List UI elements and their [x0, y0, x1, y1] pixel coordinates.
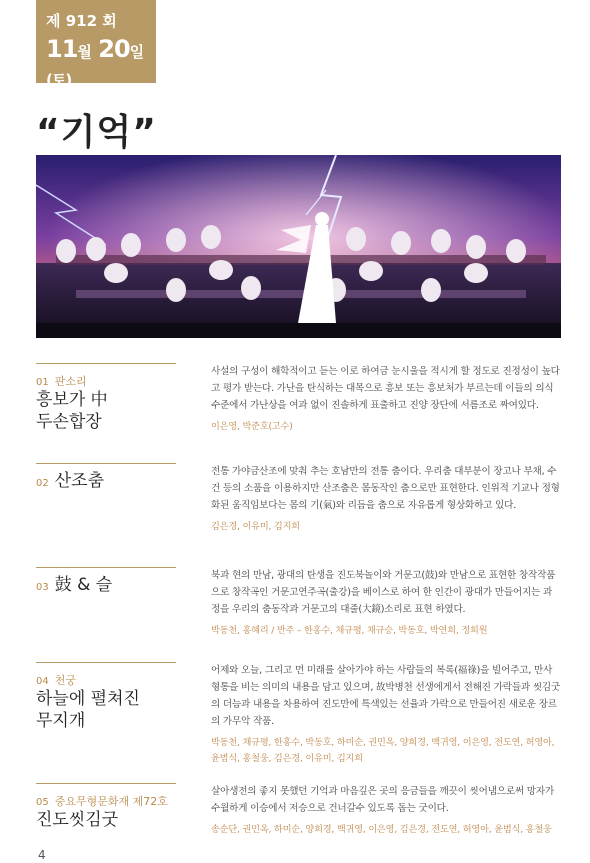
item-number: 04 — [36, 676, 49, 687]
item-credits: 김은경, 이유미, 김지희 — [211, 521, 300, 532]
item-title-line-1: 산조춤 — [54, 471, 105, 491]
item-number: 01 — [36, 377, 49, 388]
item-credits: 이은영, 박준호(고수) — [211, 421, 293, 432]
performance-stage-photo — [36, 155, 561, 338]
item-genre: 판소리 — [54, 375, 87, 388]
program-title: “기억” — [36, 112, 157, 153]
item-divider — [36, 783, 176, 784]
item-number: 02 — [36, 478, 49, 489]
item-divider — [36, 463, 176, 464]
date-weekday: (토) — [46, 71, 72, 89]
date-day: 20 — [98, 35, 130, 63]
item-description: 사설의 구성이 해학적이고 듣는 이로 하여금 눈시울을 적시게 할 정도로 진정성이 높다고 평가 받는다. 가난을 탄식하는 대목으로 흥보 또는 흥보처가 부르는데 이들의 의식 수준에서 가난상을 여과 없이 진솔하게 표출하고 진양 장단에 서름조로 짜여있다. — [211, 366, 560, 411]
item-credits: 송순단, 권민옥, 하미순, 양희경, 백귀영, 이은영, 김은경, 전도연, 허영아, 윤범식, 홍철웅 — [211, 824, 552, 835]
item-divider — [36, 363, 176, 364]
item-description: 살아생전의 좋지 못했던 기억과 마음깊은 곳의 응금들을 깨끗이 씻어냄으로써 망자가 수월하게 이승에서 저승으로 건너갈수 있도록 돕는 굿이다. — [211, 786, 555, 814]
page-mark: 4 — [38, 848, 46, 862]
date-month-unit: 월 — [77, 43, 91, 61]
date-day-unit: 일 — [129, 43, 144, 61]
item-divider — [36, 567, 176, 568]
date-month: 11 — [46, 35, 78, 63]
item-title-line-2: 두손합장 — [36, 412, 102, 432]
performance-date — [46, 35, 156, 91]
date-block — [36, 0, 156, 89]
item-title-line-1: 鼓 & 슬 — [54, 575, 113, 595]
item-title-line-1: 흥보가 中 — [36, 390, 108, 410]
item-title-line-2: 무지개 — [36, 711, 86, 731]
item-divider — [36, 662, 176, 663]
item-number: 03 — [36, 582, 49, 593]
item-title-line-1: 하늘에 펼쳐진 — [36, 689, 140, 709]
item-genre: 중요무형문화재 제72호 — [54, 795, 168, 808]
item-title-line-1: 진도씻김굿 — [36, 810, 119, 830]
item-description: 어제와 오늘, 그리고 먼 미래를 살아가야 하는 사람들의 복록(福祿)을 빌어주고, 만사형통을 비는 의미의 내용을 담고 있으며, 故박병천 선생에게서 전해진 가락들과 씻김굿의 더늠과 내용을 차용하여 진도만에 특색있는 선율과 가락으로 만들어진 새로운 장르의 가무악 작품. — [211, 665, 561, 727]
issue-number: 제 912 회 — [46, 12, 117, 30]
item-number: 05 — [36, 797, 49, 808]
item-description: 전통 가야금산조에 맞춰 추는 호남만의 전통 춤이다. 우리춤 대부분이 장고나 부채, 수건 등의 소품을 이용하지만 산조춤은 몸동작인 춤으로만 표현한다. 인위적 기교나 정형화된 움직임보다는 몸의 기(氣)와 리듬을 춤으로 자유롭게 형상화하고 있다. — [211, 466, 560, 511]
item-credits: 박동천, 홍혜리 / 반주 – 한홍수, 채규평, 채규승, 박동호, 박연희, 정희원 — [211, 625, 488, 636]
item-genre: 천궁 — [54, 674, 76, 687]
item-credits: 박동천, 채규평, 한홍수, 박동호, 하미순, 권민옥, 양희경, 백귀영, 이은영, 전도연, 허영아, 윤범식, 홍철웅, 김은경, 이유미, 김지희 — [211, 737, 555, 764]
item-description: 북과 현의 만남, 광대의 탄생을 진도북놀이와 거문고(鼓)와 만남으로 표현한 창작작품으로 창작곡인 거문고연주곡(출강)을 베이스로 하여 한 인간이 광대가 만들어지는 과정을 우리의 춤동작과 거문고의 대줄(大鏡)소리로 표현 하였다. — [211, 570, 556, 615]
